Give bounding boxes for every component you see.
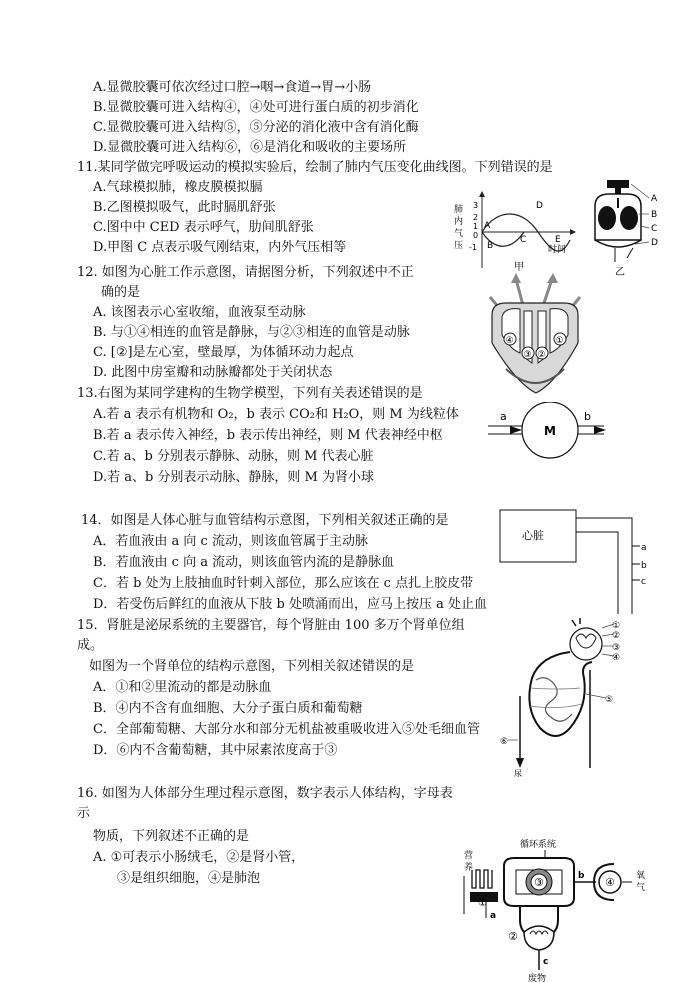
q11-label-b: B (651, 210, 658, 220)
q13-stem: 13.右图为某同学建构的生物学模型，下列有关表述错误的是 (77, 386, 423, 401)
q15-capillary-lines (530, 688, 582, 708)
q11-ytick-3: 3 (473, 201, 479, 210)
q15-stem-line2: 成。 (77, 638, 104, 653)
q13-model-diagram (486, 402, 610, 462)
q13-option-d: D.若 a、b 分别表示动脉、静脉，则 M 为肾小球 (93, 470, 375, 485)
q11-caption-yi: 乙 (615, 267, 625, 278)
q15-stem-line1: 15．肾脏是泌尿系统的主要器官，每个肾脏由 100 多万个肾单位组 (77, 618, 465, 633)
q12-stem-line2: 确的是 (101, 285, 141, 300)
q15-option-c: C．全部葡萄糖、大部分水和部分无机盐被重吸收进入⑤处毛细血管 (93, 722, 480, 737)
q14-label-c: c (641, 577, 646, 587)
q11-stem: 11.某同学做完呼吸运动的模拟实验后，绘制了肺内气压变化曲线图。下列错误的是 (77, 160, 553, 175)
q15-stem-line3: 如图为一个肾单位的结构示意图，下列相关叙述错误的是 (89, 659, 415, 674)
q15-option-b: B．④内不含有血细胞、大分子蛋白质和葡萄糖 (93, 701, 363, 716)
q11-option-d: D.甲图 C 点表示吸气刚结束，内外气压相等 (93, 240, 347, 255)
q11-label-d: D (651, 238, 658, 248)
q14-option-a: A．若血液由 a 向 c 流动，则该血管属于主动脉 (93, 534, 368, 549)
q14-option-c: C．若 b 处为上肢抽血时针刺入部位，那么应该在 c 点扎上胶皮带 (93, 576, 474, 591)
q16-label-2: ② (508, 930, 518, 943)
q12-heart-diagram (486, 273, 586, 395)
q15-tubule (529, 652, 592, 736)
q11-point-c: C (520, 235, 527, 245)
q11-caption-jia: 甲 (514, 262, 524, 273)
q10-option-a: A.显微胶囊可依次经过口腔→咽→食道→胃→小肠 (93, 80, 372, 95)
q11-yaxis-arrow (479, 191, 485, 197)
q15-renal-capsule (570, 628, 602, 660)
q14-vessel-diagram (498, 508, 688, 616)
q11-point-a: A (484, 221, 491, 231)
q16-circulation-label: 循环系统 (520, 840, 557, 850)
q11-option-b: B.乙图模拟吸气，此时膈肌舒张 (93, 200, 276, 215)
q11-label-a: A (651, 194, 658, 204)
q12-option-d: D. 此图中房室瓣和动脉瓣都处于关闭状态 (93, 365, 333, 380)
q16-nutrient-char-1: 营 (464, 851, 474, 861)
q12-stem-line1: 12. 如图为心脏工作示意图，请据图分析，下列叙述中不正 (77, 265, 414, 280)
q15-label-1: ① (612, 621, 621, 631)
q14-vessel-inner (576, 532, 618, 614)
q12-label-2: ② (537, 350, 546, 360)
q16-label-1: ① (478, 898, 487, 909)
q12-label-1: ① (555, 336, 564, 346)
q16-label-a: a (490, 911, 497, 921)
q15-capillary-network (536, 678, 572, 721)
q11-arrow (627, 248, 633, 258)
q16-option-a-line2: ③是组织细胞，④是肺泡 (117, 871, 261, 886)
q16-villi (472, 870, 492, 888)
q12-arrowhead-2 (547, 273, 558, 283)
q11-ytick-neg1: -1 (469, 243, 477, 252)
q11-point-d: D (536, 201, 543, 211)
q13-label-a: a (500, 410, 507, 423)
q13-arrow-b (594, 426, 606, 434)
q14-stem: 14．如图是人体心脏与血管结构示意图，下列相关叙述正确的是 (81, 513, 449, 528)
q13-label-b: b (584, 410, 591, 423)
q16-oxygen-char-1: 氧 (636, 871, 646, 881)
q11-ylabel-3: 气 (454, 229, 464, 239)
q10-option-d: D.显微胶囊可进入结构⑥，⑥是消化和吸收的主要场所 (93, 140, 407, 155)
q16-label-b: b (578, 871, 585, 881)
q13-label-m: M (544, 424, 556, 438)
q15-leader-5 (586, 694, 606, 698)
q11-ylabel-1: 肺 (454, 205, 464, 215)
q11-pressure-graph (452, 188, 582, 274)
q13-arrow-a (510, 426, 522, 434)
q14-label-a: a (641, 543, 647, 553)
q15-label-5: ⑤ (605, 695, 614, 705)
q11-right-balloon (620, 206, 638, 230)
q16-option-a-line1: A. ①可表示小肠绒毛，②是肾小管， (93, 850, 305, 865)
q11-bell-jar-model (585, 178, 665, 278)
q16-stem-line2: 示 (77, 806, 91, 821)
q11-label-c: C (651, 224, 658, 234)
q11-ylabel-2: 内 (454, 217, 464, 227)
q11-point-b: B (487, 241, 494, 251)
q14-heart-label: 心脏 (522, 529, 544, 542)
q16-stem-line1: 16. 如图为人体部分生理过程示意图，数字表示人体结构，字母表 (77, 786, 453, 801)
q13-option-a: A.若 a 表示有机物和 O₂，b 表示 CO₂和 H₂O，则 M 为线粒体 (93, 407, 459, 422)
q14-option-d: D．若受伤后鲜红的血液从下肢 b 处喷涌而出，应马上按压 a 处止血 (93, 597, 488, 612)
q15-option-d: D．⑥内不含葡萄糖，其中尿素浓度高于③ (93, 743, 338, 758)
q11-leader-c (641, 226, 649, 228)
q16-stem-line3: 物质，下列叙述不正确的是 (93, 829, 250, 844)
q11-ytick-1: 1 (473, 222, 479, 231)
q16-oxygen-char-2: 气 (636, 883, 646, 893)
q11-ylabel-4: 压 (454, 241, 464, 251)
q15-option-a: A．①和②里流动的都是动脉血 (93, 680, 272, 695)
q11-rubber-membrane (595, 240, 641, 247)
q11-ytick-2: 2 (473, 213, 479, 222)
q13-option-b: B.若 a 表示传入神经，b 表示传出神经，则 M 代表神经中枢 (93, 428, 443, 443)
q16-nutrient-char-2: 养 (464, 863, 474, 873)
q11-xaxis-arrow (570, 229, 576, 235)
q15-label-2: ② (612, 631, 621, 641)
q16-physiology-diagram (460, 836, 650, 983)
q12-option-a: A. 该图表示心室收缩，血液泵至动脉 (93, 305, 306, 320)
q10-option-b: B.显微胶囊可进入结构④，④处可进行蛋白质的初步消化 (93, 100, 419, 115)
q16-label-4: ④ (605, 876, 615, 889)
q15-nephron-diagram (500, 618, 625, 778)
q15-label-4: ④ (612, 653, 621, 663)
q14-label-b: b (641, 561, 647, 571)
q15-urine-label: 尿 (514, 769, 522, 778)
q11-option-a: A.气球模拟肺，橡皮膜模拟膈 (93, 180, 263, 195)
q11-option-c: C.图中中 CED 表示呼气，肋间肌舒张 (93, 220, 314, 235)
q11-jar-stopper (607, 180, 629, 188)
q15-label-6: ⑥ (500, 737, 509, 747)
q11-point-e: E (555, 235, 561, 245)
q12-option-c: C. [②]是左心室，壁最厚，为体循环动力起点 (93, 345, 354, 360)
q15-arterioles (572, 618, 580, 626)
q16-label-c: c (543, 957, 549, 967)
q12-label-4: ④ (505, 336, 514, 346)
q13-option-c: C.若 a、b 分别表示静脉、动脉，则 M 代表心脏 (93, 449, 374, 464)
q16-waste-label: 废物 (528, 974, 547, 983)
q15-urine-arrow (516, 758, 524, 768)
q10-option-c: C.显微胶囊可进入结构⑤，⑤分泌的消化液中含有消化酶 (93, 120, 419, 135)
q14-option-b: B．若血液由 c 向 a 流动，则该血管内流的是静脉血 (93, 555, 395, 570)
q11-ytick-0: 0 (473, 231, 479, 240)
q15-label-3: ③ (612, 643, 621, 653)
q11-xlabel: 时间 (548, 245, 567, 255)
q16-kidney-unit (524, 926, 554, 950)
q12-label-3: ③ (523, 350, 532, 360)
q16-label-3: ③ (534, 876, 544, 889)
q12-option-b: B. 与①④相连的血管是静脉，与②③相连的血管是动脉 (93, 325, 410, 340)
q12-arrowhead-1 (511, 273, 521, 283)
q11-left-balloon (598, 206, 616, 230)
